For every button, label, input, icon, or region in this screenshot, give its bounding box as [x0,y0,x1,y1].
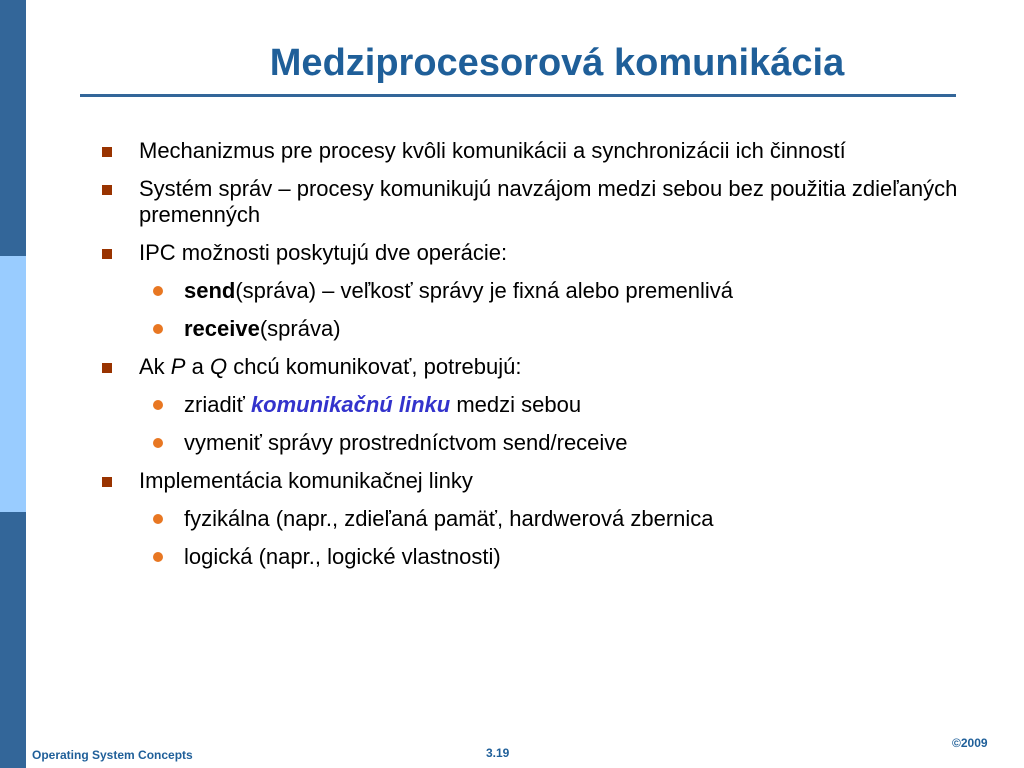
round-bullet-icon [153,438,163,448]
bullet-item [100,354,980,380]
bullet-text: IPC možnosti poskytujú dve operácie: [139,240,508,265]
bullet-text: Mechanizmus pre procesy kvôli komunikácii a synchronizácii ich činností [139,138,846,163]
sub-bullet-item [100,278,980,304]
sub-bullet-text: medzi sebou [450,392,582,417]
square-bullet-icon [102,185,112,195]
square-bullet-icon [102,147,112,157]
slide-title: Medziprocesorová komunikácia [269,42,845,84]
sub-bullet-item [100,544,980,570]
sub-bullet-text: (správa) – veľkosť správy je fixná alebo premenlivá [235,278,734,303]
sub-bullet-item [100,506,980,532]
sub-bullet-text: fyzikálna (napr., zdieľaná pamäť, hardwerová zbernica [184,506,714,531]
sub-bullet-item [100,430,980,456]
title-divider [80,94,956,97]
sub-bullet-text: logická (napr., logické vlastnosti) [184,544,501,569]
sub-bullet-item [100,316,980,342]
left-stripe-bottom [0,512,26,768]
slide-content [100,138,980,582]
round-bullet-icon [153,324,163,334]
bullet-item [100,240,980,266]
square-bullet-icon [102,477,112,487]
square-bullet-icon [102,363,112,373]
bullet-item [100,176,980,228]
keyword-receive: receive [184,316,260,341]
sub-bullet-text: zriadiť [184,392,251,417]
round-bullet-icon [153,552,163,562]
round-bullet-icon [153,400,163,410]
variable-q: Q [209,354,228,379]
bullet-text-part: a [185,354,210,379]
sub-bullet-item [100,392,980,418]
left-stripe-top [0,0,26,256]
footer-book-title: Operating System Concepts [32,748,193,762]
sub-bullet-text: vymeniť správy prostredníctvom send/receive [184,430,628,455]
bullet-text: Implementácia komunikačnej linky [139,468,473,493]
round-bullet-icon [153,514,163,524]
square-bullet-icon [102,249,112,259]
bullet-item [100,468,980,494]
left-stripe-middle [0,256,26,512]
round-bullet-icon [153,286,163,296]
bullet-text-part: chcú komunikovať, potrebujú: [227,354,522,379]
variable-p: P [170,354,186,379]
emphasized-term: komunikačnú linku [250,392,451,417]
keyword-send: send [184,278,236,303]
bullet-text-part: Ak [139,354,171,379]
bullet-text: Systém správ – procesy komunikujú navzájom medzi sebou bez použitia zdieľaných premenných [139,176,958,227]
footer-page-number: 3.19 [486,746,510,760]
sub-bullet-text: (správa) [259,316,341,341]
bullet-item [100,138,980,164]
footer-copyright: ©2009 [952,736,988,750]
